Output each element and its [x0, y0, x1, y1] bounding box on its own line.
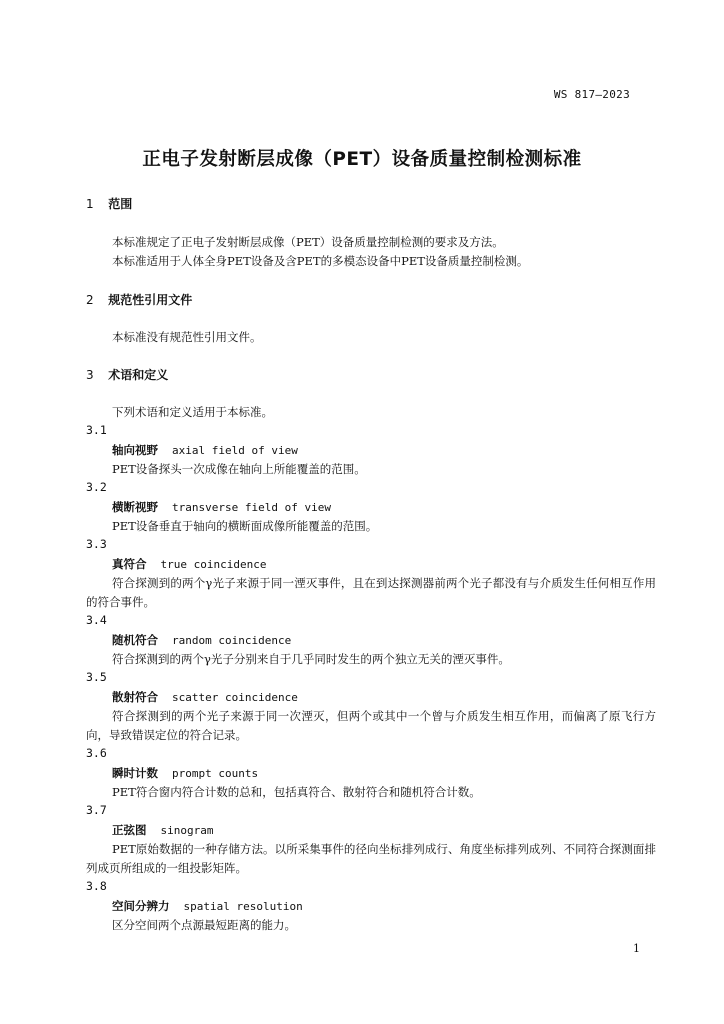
page-number: 1	[633, 942, 640, 955]
term-chinese: 随机符合	[112, 633, 158, 647]
term-definition: 符合探测到的两个γ光子分别来自于几乎同时发生的两个独立无关的湮灭事件。	[112, 652, 510, 666]
term-definition: 符合探测到的两个光子来源于同一次湮灭，但两个或其中一个曾与介质发生相互作用，而偏离了原飞行方向，导致错误定位的符合记录。	[86, 709, 656, 742]
term-entry	[112, 442, 298, 458]
term-english: transverse field of view	[172, 501, 331, 514]
term-definition: 区分空间两个点源最短距离的能力。	[112, 918, 296, 932]
section-title: 范围	[108, 197, 133, 211]
term-definition: PET设备探头一次成像在轴向上所能覆盖的范围。	[112, 462, 366, 476]
term-chinese: 真符合	[112, 557, 147, 571]
term-english: random coincidence	[172, 634, 292, 647]
term-number: 3.6	[86, 746, 107, 760]
term-chinese: 散射符合	[112, 690, 158, 704]
paragraph: 本标准没有规范性引用文件。	[112, 330, 262, 344]
paragraph: 下列术语和定义适用于本标准。	[112, 405, 273, 419]
term-entry	[112, 632, 291, 648]
section-heading-scope	[86, 195, 132, 212]
term-chinese: 正弦图	[112, 823, 147, 837]
section-number: 1	[86, 197, 94, 211]
term-chinese: 空间分辨力	[112, 899, 170, 913]
term-number: 3.2	[86, 480, 107, 494]
document-title: 正电子发射断层成像（PET）设备质量控制检测标准	[142, 149, 582, 170]
term-chinese: 瞬时计数	[112, 766, 158, 780]
term-number: 3.7	[86, 803, 107, 817]
term-english: scatter coincidence	[172, 691, 298, 704]
section-heading-normative-references	[86, 291, 192, 308]
term-entry	[112, 765, 258, 781]
term-english: prompt counts	[172, 767, 259, 780]
section-number: 3	[86, 368, 94, 382]
term-entry	[112, 898, 303, 914]
term-entry	[112, 499, 331, 515]
section-number: 2	[86, 293, 94, 307]
term-definition: 符合探测到的两个γ光子来源于同一湮灭事件，且在到达探测器前两个光子都没有与介质发生任何相互作用的符合事件。	[86, 576, 656, 609]
term-entry	[112, 689, 298, 705]
section-title: 规范性引用文件	[108, 293, 193, 307]
term-number: 3.4	[86, 613, 107, 627]
term-chinese: 横断视野	[112, 500, 158, 514]
paragraph: 本标准适用于人体全身PET设备及含PET的多模态设备中PET设备质量控制检测。	[112, 254, 529, 268]
paragraph: 本标准规定了正电子发射断层成像（PET）设备质量控制检测的要求及方法。	[112, 235, 504, 249]
term-definition: PET原始数据的一种存储方法。以所采集事件的径向坐标排列成行、角度坐标排列成列、不同符合探测面排列成页所组成的一组投影矩阵。	[86, 842, 656, 875]
term-number: 3.1	[86, 423, 107, 437]
term-english: spatial resolution	[183, 900, 303, 913]
term-chinese: 轴向视野	[112, 443, 158, 457]
term-english: axial field of view	[172, 444, 298, 457]
term-english: sinogram	[160, 824, 214, 837]
standard-code: WS 817—2023	[553, 88, 630, 101]
term-number: 3.8	[86, 879, 107, 893]
section-heading-terms	[86, 366, 168, 383]
term-number: 3.5	[86, 670, 107, 684]
term-definition: PET设备垂直于轴向的横断面成像所能覆盖的范围。	[112, 519, 378, 533]
section-title: 术语和定义	[108, 368, 169, 382]
term-english: true coincidence	[160, 558, 267, 571]
term-definition: PET符合窗内符合计数的总和，包括真符合、散射符合和随机符合计数。	[112, 785, 481, 799]
term-number: 3.3	[86, 537, 107, 551]
term-entry	[112, 822, 213, 838]
term-entry	[112, 556, 266, 572]
